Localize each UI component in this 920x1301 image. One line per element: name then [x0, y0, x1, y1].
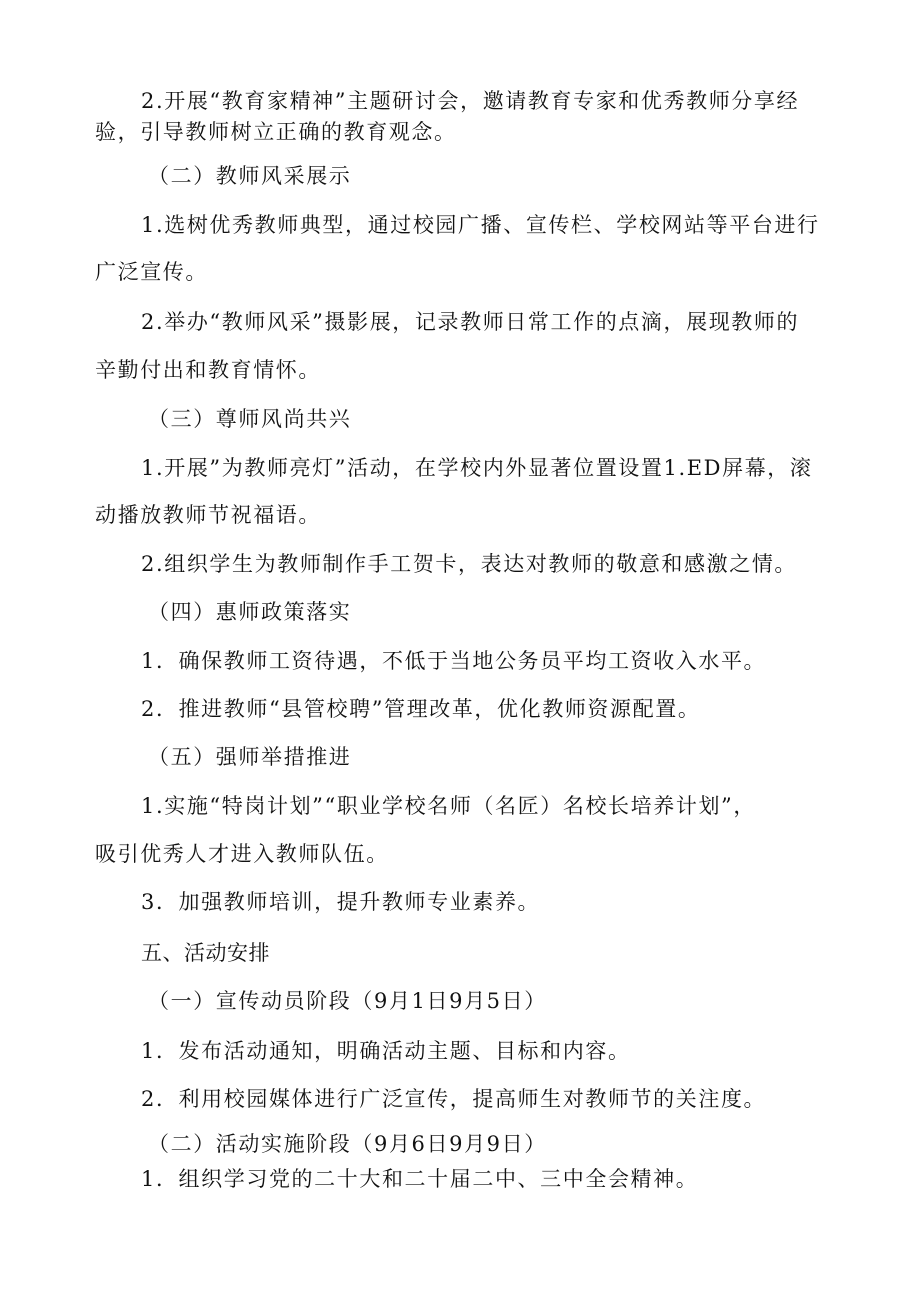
paragraph-line: 2.组织学生为教师制作手工贺卡，表达对教师的敬意和感激之情。 — [141, 552, 798, 576]
paragraph-line: 2．利用校园媒体进行广泛宣传，提高师生对教师节的关注度。 — [141, 1087, 767, 1111]
paragraph-line: 1．组织学习党的二十大和二十届二中、三中全会精神。 — [141, 1167, 699, 1191]
section-heading: （四）惠师政策落实 — [148, 600, 352, 624]
paragraph-line: 1.选树优秀教师典型，通过校园广播、宣传栏、学校网站等平台进行 — [141, 213, 820, 237]
chapter-heading: 五、活动安排 — [141, 941, 270, 965]
paragraph-line: 动播放教师节祝福语。 — [95, 503, 321, 527]
paragraph-line: 1.开展”为教师亮灯”活动，在学校内外显著位置设置1.ED屏幕，滚 — [141, 456, 813, 480]
paragraph-line: 2．推进教师“县管校聘”管理改革，优化教师资源配置。 — [141, 697, 701, 721]
section-heading: （一）宣传动员阶段（9月1日9月5日） — [148, 989, 547, 1013]
paragraph-line: 广泛宣传。 — [95, 260, 208, 284]
section-heading: （五）强师举措推进 — [148, 745, 352, 769]
paragraph-line: 3．加强教师培训，提升教师专业素养。 — [141, 890, 541, 914]
paragraph-line: 1．确保教师工资待遇，不低于当地公务员平均工资收入水平。 — [141, 649, 767, 673]
section-heading: （三）尊师风尚共兴 — [148, 407, 352, 431]
paragraph-line: 1．发布活动通知，明确活动主题、目标和内容。 — [141, 1039, 631, 1063]
paragraph-line: 2.举办“教师风采”摄影展，记录教师日常工作的点滴，展现教师的 — [141, 310, 800, 334]
paragraph-line: 验，引导教师树立正确的教育观念。 — [95, 120, 457, 144]
section-heading: （二）教师风采展示 — [148, 164, 352, 188]
paragraph-line: 2.开展“教育家精神”主题研讨会，邀请教育专家和优秀教师分享经 — [141, 89, 800, 113]
paragraph-line: 吸引优秀人才进入教师队伍。 — [95, 842, 389, 866]
paragraph-line: 辛勤付出和教育情怀。 — [95, 358, 321, 382]
paragraph-line: 1.实施“特岗计划”“职业学校名师（名匠）名校长培养计划”， — [141, 794, 756, 818]
section-heading: （二）活动实施阶段（9月6日9月9日） — [148, 1132, 547, 1156]
